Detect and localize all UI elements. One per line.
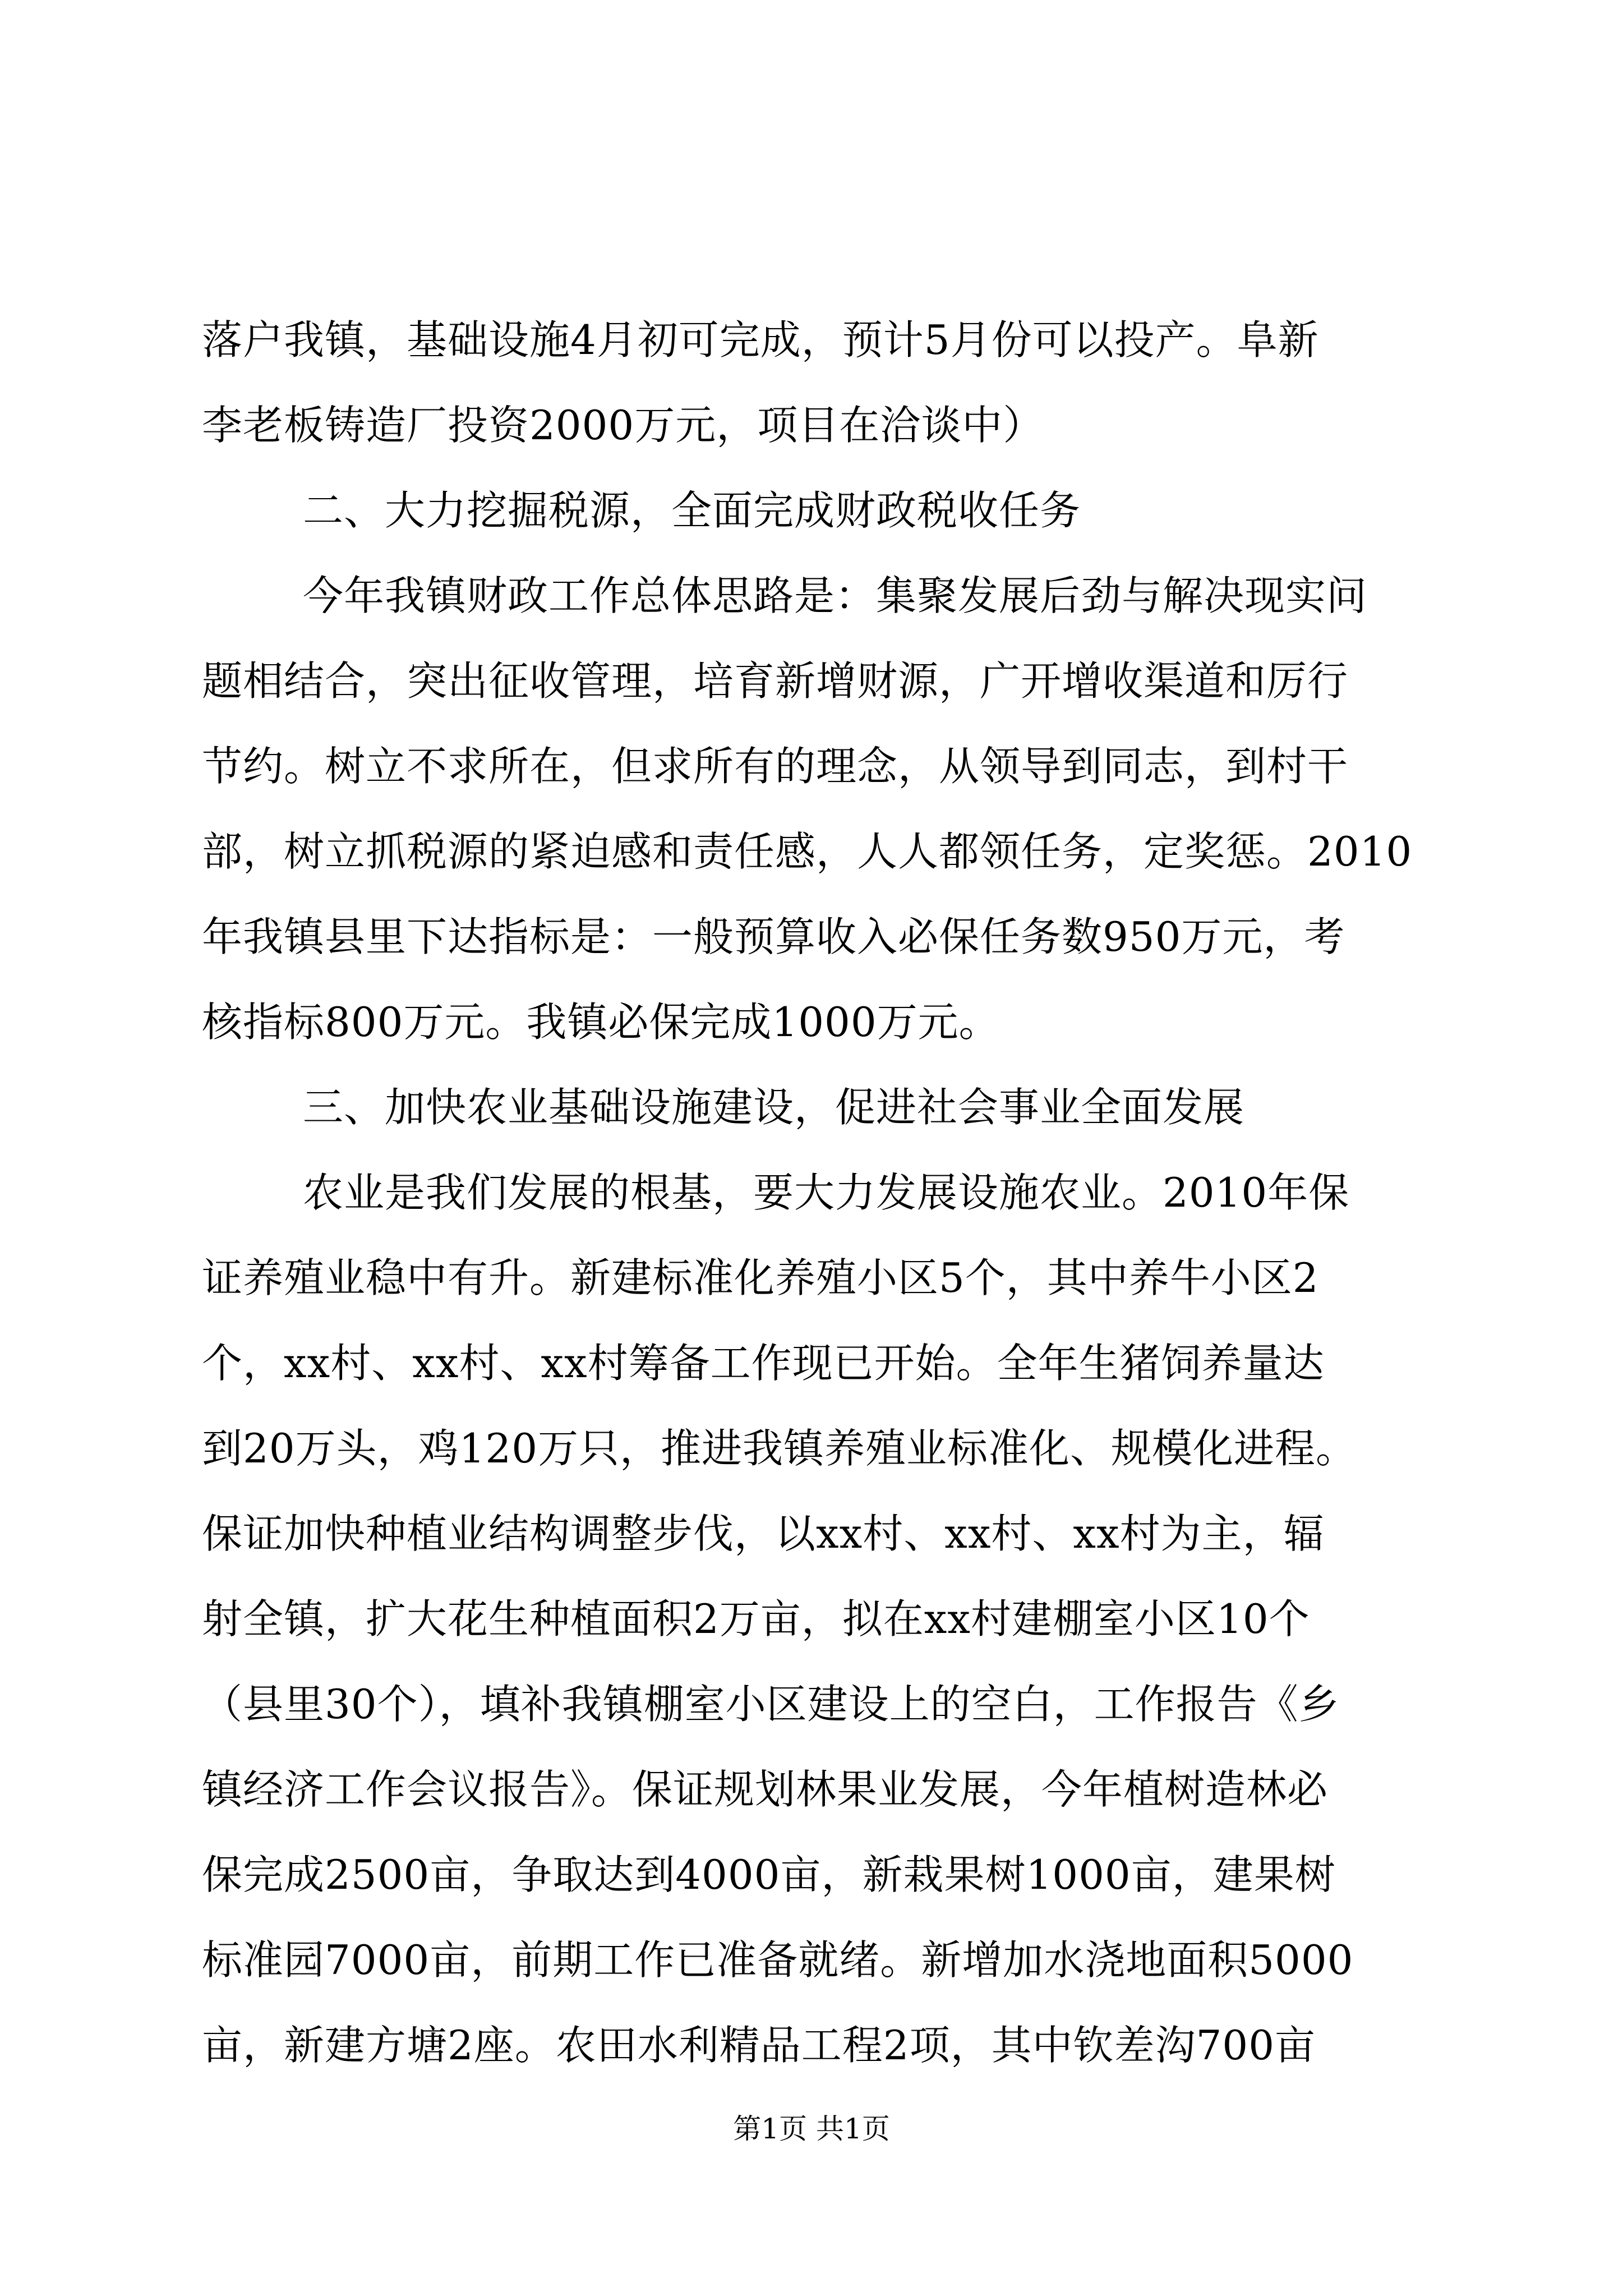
- text-line: 落户我镇，基础设施4月初可完成，预计5月份可以投产。阜新: [202, 316, 1319, 364]
- text-line: 标准园7000亩，前期工作已准备就绪。新增加水浇地面积5000: [202, 1936, 1354, 1984]
- text-line: 三、加快农业基础设施建设，促进社会事业全面发展: [303, 1084, 1245, 1131]
- text-line: 镇经济工作会议报告》。保证规划林果业发展，今年植树造林必: [202, 1766, 1329, 1813]
- text-line: 部，树立抓税源的紧迫感和责任感，人人都领任务，定奖惩。2010: [202, 828, 1413, 875]
- text-line: 题相结合，突出征收管理，培育新增财源，广开增收渠道和厉行: [202, 657, 1349, 705]
- text-line: 年我镇县里下达指标是：一般预算收入必保任务数950万元，考: [202, 913, 1345, 960]
- text-line: 射全镇，扩大花生种植面积2万亩，拟在xx村建棚室小区10个: [202, 1595, 1310, 1642]
- text-line: 保完成2500亩，争取达到4000亩，新栽果树1000亩，建果树: [202, 1851, 1336, 1898]
- text-line: 二、大力挖掘税源，全面完成财政税收任务: [303, 487, 1081, 534]
- text-line: 核指标800万元。我镇必保完成1000万元。: [202, 999, 1000, 1046]
- page-footer: 第1页 共1页: [733, 2113, 890, 2145]
- text-line: 到20万头，鸡120万只，推进我镇养殖业标准化、规模化进程。: [202, 1425, 1357, 1472]
- text-line: 李老板铸造厂投资2000万元，项目在洽谈中）: [202, 402, 1044, 449]
- text-line: 农业是我们发展的根基，要大力发展设施农业。2010年保: [303, 1169, 1350, 1216]
- text-line: 证养殖业稳中有升。新建标准化养殖小区5个，其中养牛小区2: [202, 1254, 1319, 1301]
- text-line: 节约。树立不求所在，但求所有的理念，从领导到同志，到村干: [202, 743, 1349, 790]
- text-line: （县里30个），填补我镇棚室小区建设上的空白，工作报告《乡: [202, 1681, 1340, 1728]
- text-line: 保证加快种植业结构调整步伐，以xx村、xx村、xx村为主，辐: [202, 1510, 1325, 1557]
- text-line: 今年我镇财政工作总体思路是：集聚发展后劲与解决现实问: [303, 572, 1368, 619]
- text-line: 个，xx村、xx村、xx村筹备工作现已开始。全年生猪饲养量达: [202, 1340, 1325, 1387]
- body-text: [202, 297, 1424, 2088]
- text-line: 亩，新建方塘2座。农田水利精品工程2项，其中钦差沟700亩: [202, 2022, 1316, 2069]
